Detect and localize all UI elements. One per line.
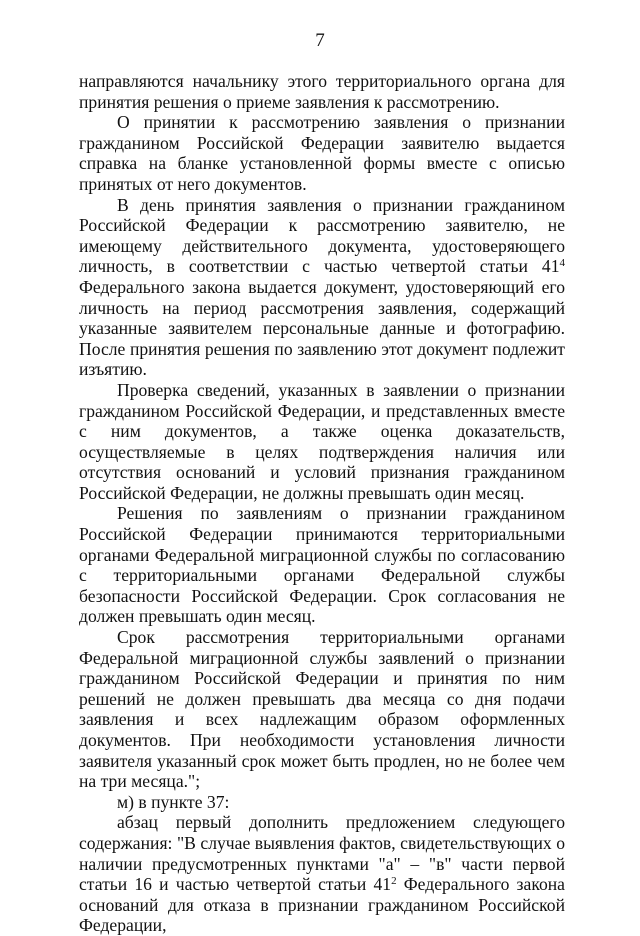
paragraph-verification: Проверка сведений, указанных в заявлении о признании гражданином Российской Федерации, и представленных вместе с ним документов, а также оценка доказательств, осуществляемые в целях подтверждения наличия или отсутствия оснований и условий признания гражданином Российской Федерации, не должны превышать один месяц. — [79, 379, 565, 503]
paragraph-amendment — [79, 812, 565, 936]
page-number: 7 — [315, 30, 325, 51]
paragraph-certificate: О принятии к рассмотрению заявления о признании гражданином Российской Федерации заявителю выдается справка на бланке установленной формы вместе с описью принятых от него документов. — [79, 112, 565, 194]
paragraph-identity-document-text: В день принятия заявления о признании гражданином Российской Федерации к рассмотрению заявителю, не имеющему действительного документа, удостоверяющего личность, в соответствии с частью четвертой статьи 41 — [79, 194, 565, 277]
superscript-article-number: 4 — [559, 257, 565, 270]
superscript-article-number-2: 2 — [391, 875, 397, 888]
paragraph-amendment-text: абзац первый дополнить предложением следующего содержания: "В случае выявления фактов, свидетельствующих о наличии предусмотренных пунктами "а" – "в" части первой статьи 16 и частью четвертой статьи 41 — [79, 812, 565, 895]
paragraph-review-period: Срок рассмотрения территориальными органами Федеральной миграционной службы заявлений о признании гражданином Российской Федерации и принятия по ним решений не должен превышать два месяца со дня подачи заявления и всех надлежащим образом оформленных документов. При необходимости установления личности заявителя указанный срок может быть продлен, но не более чем на три месяца."; — [79, 627, 565, 792]
paragraph-item-m: м) в пункте 37: — [117, 791, 230, 812]
paragraph-decisions: Решения по заявлениям о признании гражданином Российской Федерации принимаются территориальными органами Федеральной миграционной службы по согласованию с территориальными органами Федеральной службы безопасности Российской Федерации. Срок согласования не должен превышать один месяц. — [79, 503, 565, 627]
document-body — [79, 71, 565, 936]
paragraph-identity-document — [79, 195, 565, 380]
paragraph-continuation: направляются начальнику этого территориального органа для принятия решения о приеме заявления к рассмотрению. — [79, 71, 565, 112]
paragraph-identity-document-text-end: Федерального закона выдается документ, удостоверяющий его личность на период рассмотрения заявления, содержащий указанные заявителем персональные данные и фотографию. После принятия решения по заявлению этот документ подлежит изъятию. — [79, 276, 565, 380]
paragraph-amendment-text-end: Федерального закона оснований для отказа в признании гражданином Российской Федерации, — [79, 874, 565, 936]
